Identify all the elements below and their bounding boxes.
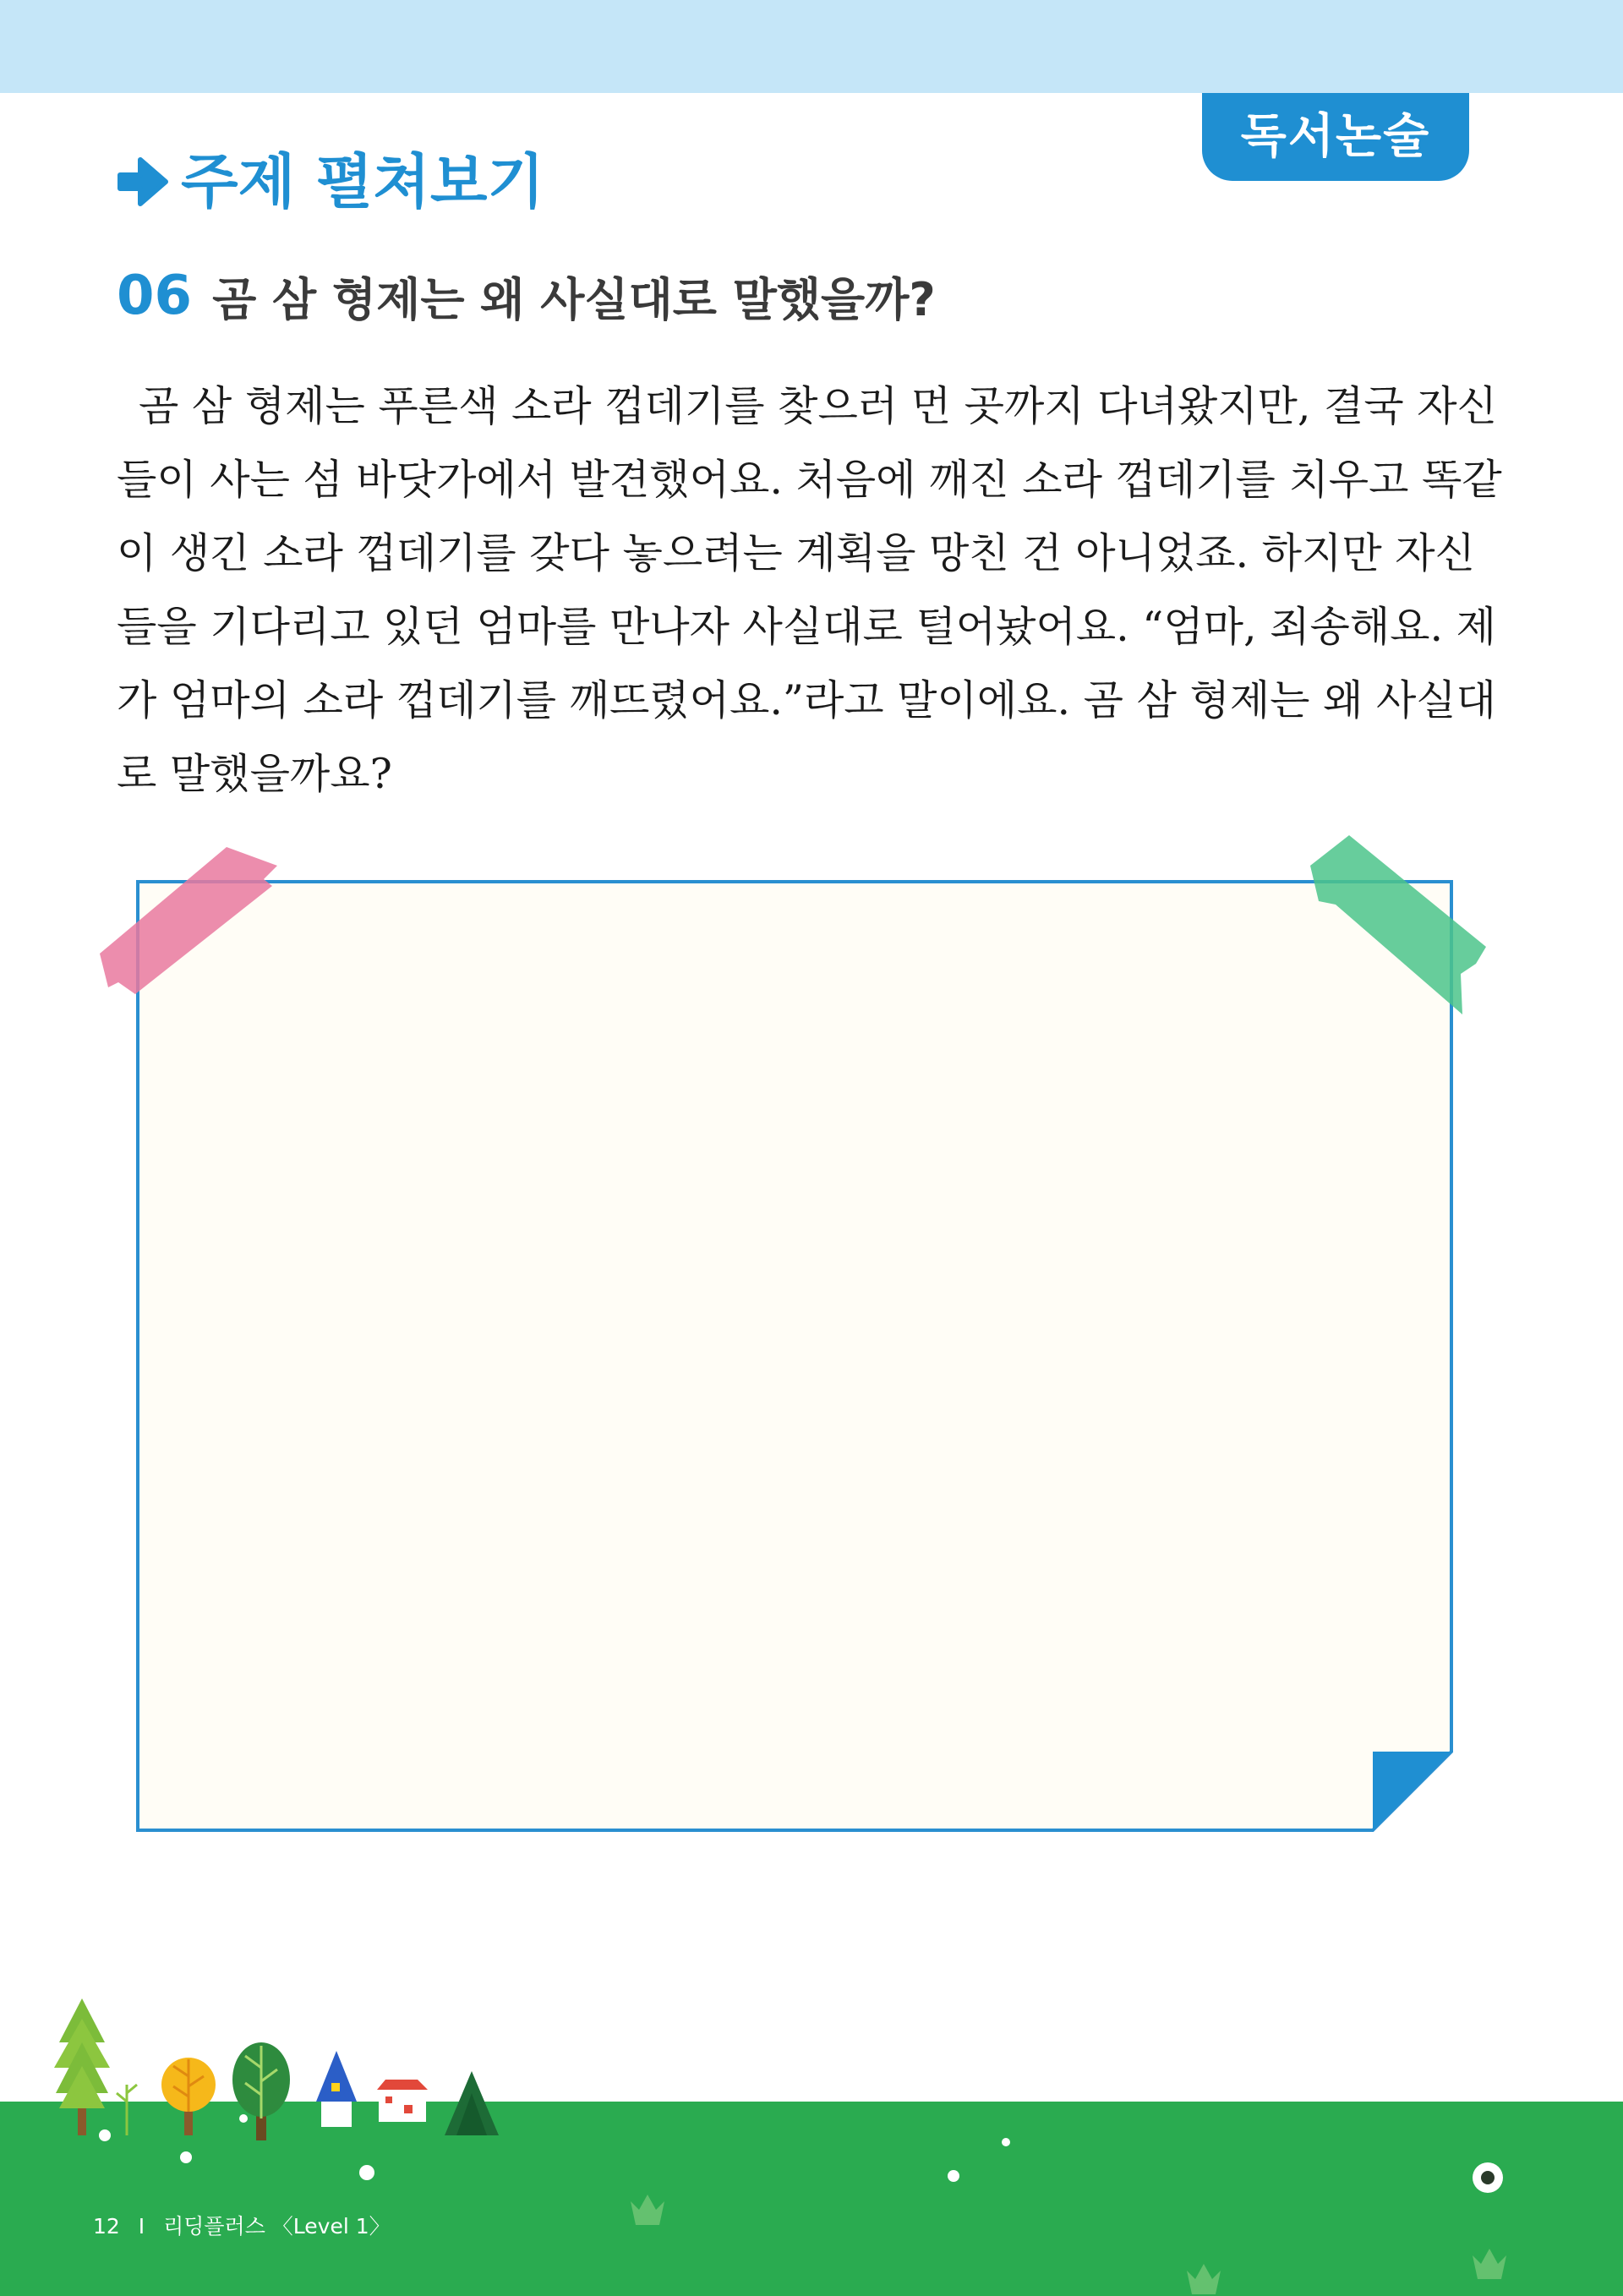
question-text: 곰 삼 형제는 왜 사실대로 말했을까? xyxy=(212,272,936,326)
house-icon xyxy=(316,2051,357,2127)
category-badge: 독서논술 xyxy=(1202,93,1469,181)
question-number: 06 xyxy=(117,265,193,327)
passage xyxy=(117,369,1502,811)
footer-separator: I xyxy=(138,2214,145,2239)
passage-line: 가 엄마의 소라 껍데기를 깨뜨렸어요.”라고 말이에요. 곰 삼 형제는 왜 사실대 xyxy=(117,676,1496,724)
green-tape xyxy=(1310,835,1486,1014)
page-number: 12 xyxy=(93,2214,120,2239)
book-title: 리딩플러스 〈Level 1〉 xyxy=(163,2214,391,2239)
page-curl-corner xyxy=(1373,1752,1451,1830)
passage-line: 로 말했을까요? xyxy=(117,750,392,798)
arrow-right-icon xyxy=(117,155,169,209)
section-heading xyxy=(117,144,544,220)
passage-line: 이 생긴 소라 껍데기를 갖다 놓으려는 계획을 망친 건 아니었죠. 하지만 자신 xyxy=(117,529,1475,577)
section-title: 주제 펼쳐보기 xyxy=(181,147,545,216)
top-banner xyxy=(0,0,1623,93)
passage-line: 곰 삼 형제는 푸른색 소라 껍데기를 찾으러 먼 곳까지 다녀왔지만, 결국 자신 xyxy=(139,382,1497,430)
flower-icon xyxy=(1473,2162,1503,2193)
passage-line: 들이 사는 섬 바닷가에서 발견했어요. 처음에 깨진 소라 껍데기를 치우고 똑같 xyxy=(117,456,1502,504)
answer-box-paper xyxy=(138,882,1451,1830)
question-heading xyxy=(117,258,936,334)
passage-line: 들을 기다리고 있던 엄마를 만나자 사실대로 털어놨어요. “엄마, 죄송해요. 제 xyxy=(117,603,1496,651)
pink-tape xyxy=(100,847,277,994)
page-footer xyxy=(93,2210,391,2240)
grass-ground xyxy=(0,2102,1623,2296)
footer-scenery xyxy=(0,1958,1623,2296)
house-icon xyxy=(377,2080,428,2122)
